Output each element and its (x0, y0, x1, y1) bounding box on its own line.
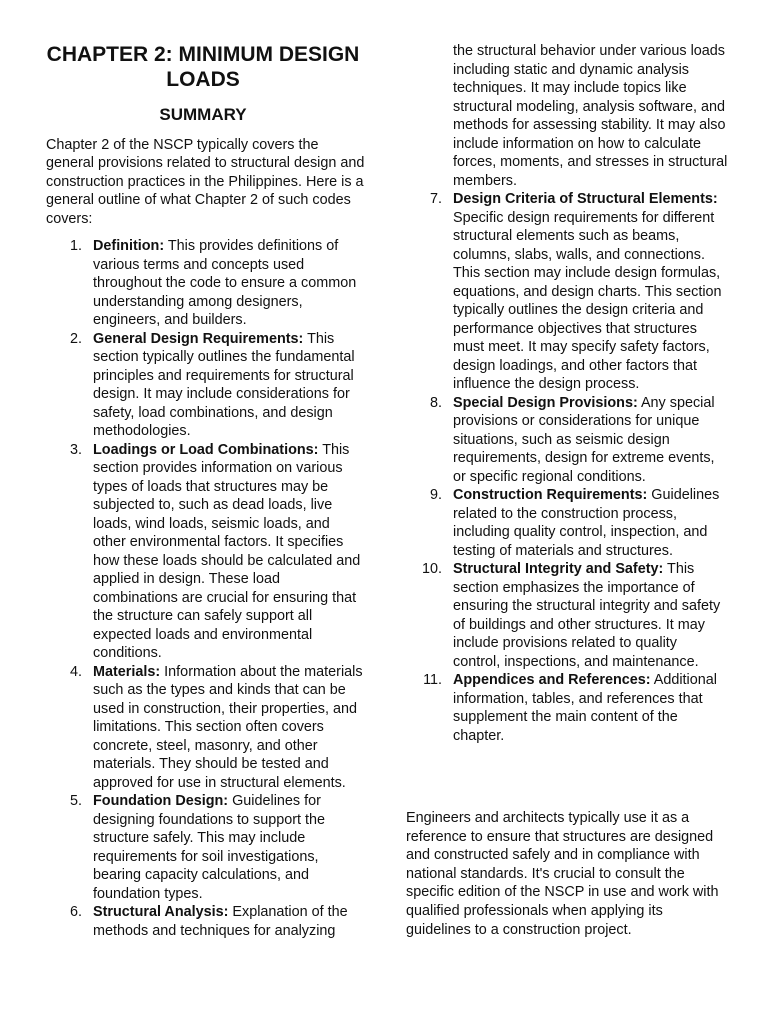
item-title: Foundation Design: (93, 793, 229, 809)
item-text: This section provides information on various types of loads that structures may be subjected to, such as dead loads, live loads, wind loads, seismic loads, and other environmental factors. It specifies how these loads should be calculated and applied in design. These load combinations are crucial for ensuring that the structure can safely support all expected loads and environmental conditions. (93, 441, 361, 661)
item-text: Explanation of the methods and techniques for analyzing (93, 904, 348, 939)
page-title: CHAPTER 2: MINIMUM DESIGN LOADS (46, 43, 360, 91)
item-title: Design Criteria of Structural Elements: (453, 191, 718, 207)
list-item-continuation: the structural behavior under various loads including static and dynamic analysis techniques. It may include topics like structural modeling, analysis software, and methods for assessing stability. It may also include information on how to calculate forces, moments, and stresses in structural members. (453, 43, 728, 189)
list-item (46, 441, 364, 663)
list-item (46, 330, 364, 441)
list-item (406, 560, 728, 671)
item-number: 5. (69, 793, 82, 809)
item-number: 8. (429, 394, 442, 411)
item-title: Appendices and References: (453, 672, 651, 688)
item-title: Loadings or Load Combinations: (93, 441, 319, 458)
list-item (46, 903, 364, 940)
item-text: Guidelines for designing foundations to support the structure safely. This may include requirements for soil investigations, bearing capacity calculations, and foundation types. (93, 793, 326, 902)
item-text: This section typically outlines the fundamental principles and requirements for structural design. It may include considerations for safety, load combinations, and design methodologies. (93, 330, 355, 439)
list-item (406, 190, 728, 394)
intro-paragraph: Chapter 2 of the NSCP typically covers the general provisions related to structural design and construction practices in the Philippines. Here is a general outline of what Chapter 2 of such codes covers: (46, 137, 365, 227)
list-item (46, 663, 364, 793)
item-title: General Design Requirements: (93, 330, 304, 347)
list-item (46, 792, 364, 903)
item-number: 11. (423, 672, 442, 688)
page-subtitle: SUMMARY (159, 105, 247, 124)
item-number: 9. (429, 487, 442, 503)
item-title: Special Design Provisions: (453, 394, 638, 411)
item-number: 3. (69, 441, 82, 458)
list-item (406, 394, 728, 487)
list-item (406, 671, 728, 745)
item-title: Structural Integrity and Safety: (453, 561, 664, 577)
item-text: Information about the materials such as the types and kinds that can be used in construction, their properties, and limitations. This section often covers concrete, steel, masonry, and other materials. They should be tested and approved for use in structural elements. (93, 663, 363, 791)
item-number: 4. (69, 663, 82, 680)
item-number: 7. (429, 191, 442, 207)
outline-list-left (46, 237, 364, 940)
item-title: Construction Requirements: (453, 487, 648, 503)
list-item (46, 237, 364, 330)
item-title: Definition: (93, 238, 165, 254)
item-title: Structural Analysis: (93, 904, 229, 920)
item-text: This provides definitions of various terms and concepts used throughout the code to ensure a common understanding among designers, engineers, and builders. (93, 238, 357, 328)
item-number: 2. (69, 330, 82, 347)
outline-list-right (406, 42, 728, 745)
item-text: Additional information, tables, and references that supplement the main content of the chapter. (453, 672, 717, 744)
item-number: 6. (69, 904, 82, 920)
item-title: Materials: (93, 663, 161, 680)
list-item (406, 486, 728, 560)
item-number: 10. (421, 561, 442, 577)
item-number: 1. (69, 238, 82, 254)
item-text: This section emphasizes the importance of ensuring the structural integrity and safety of buildings and other structures. It may include provisions related to quality control, inspections, and maintenance. (453, 561, 721, 670)
item-text: Guidelines related to the construction process, including quality control, inspection, and testing of materials and structures. (453, 487, 720, 559)
item-text: Any special provisions or considerations for unique situations, such as seismic design requirements, design for extreme events, or specific regional conditions. (453, 394, 715, 485)
closing-paragraph: Engineers and architects typically use it as a reference to ensure that structures are designed and constructed safely and in compliance with national standards. It's crucial to consult the specific edition of the NSCP in use and work with qualified professionals when applying its guidelines to a construction project. (406, 810, 719, 938)
item-text: Specific design requirements for different structural elements such as beams, columns, slabs, walls, and connections. This section may include design formulas, equations, and design charts. This section typically outlines the design criteria and performance objectives that structures must meet. It may specify safety factors, design loadings, and other factors that influence the design process. (453, 209, 722, 392)
